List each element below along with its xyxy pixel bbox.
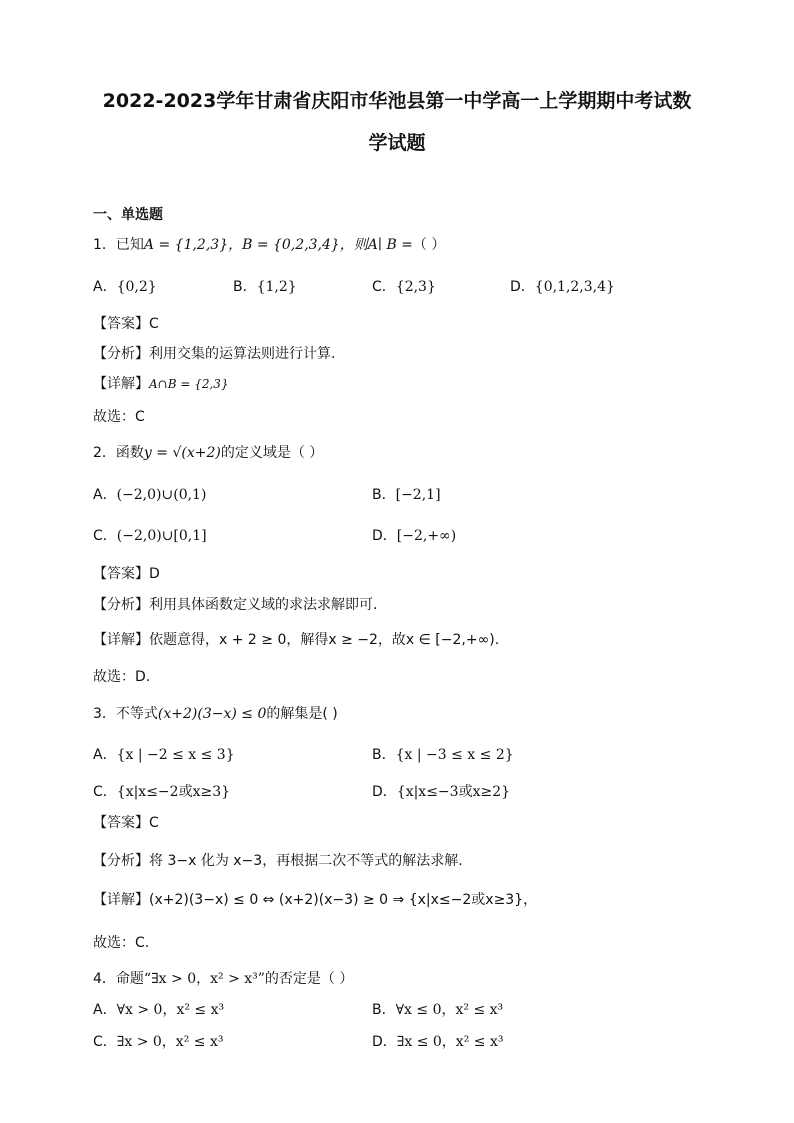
q2-option-a: A．(−2,0)∪(0,1) xyxy=(93,487,207,503)
page-title-line2: 学试题 xyxy=(368,132,426,154)
q2-option-b: B．[−2,1] xyxy=(372,487,441,503)
q2-option-d: D．[−2,+∞) xyxy=(372,528,457,544)
q3-answer: 【答案】C xyxy=(93,815,159,831)
q4-option-a: A．∀x > 0，x² ≤ x³ xyxy=(93,1002,225,1018)
q2-option-c: C．(−2,0)∪[0,1] xyxy=(93,528,207,544)
q4-option-c: C．∃x > 0，x² ≤ x³ xyxy=(93,1034,224,1050)
q3-option-d: D．{x|x≤−3或x≥2} xyxy=(372,784,511,800)
q2-analysis: 【分析】利用具体函数定义域的求法求解即可. xyxy=(93,597,378,613)
q1-option-c: C．{2,3} xyxy=(372,279,436,295)
q3-stem: 3．不等式(x+2)(3−x) ≤ 0的解集是( ) xyxy=(93,706,338,722)
q1-stem-suffix: （ ） xyxy=(412,237,446,253)
q3-stem-math: (x+2)(3−x) ≤ 0 xyxy=(157,706,267,722)
q1-stem xyxy=(93,234,445,254)
q4-option-d: D．∃x ≤ 0，x² ≤ x³ xyxy=(372,1034,504,1050)
q4-stem: 4．命题“∃x > 0，x² > x³”的否定是（ ） xyxy=(93,971,354,987)
q1-analysis: 【分析】利用交集的运算法则进行计算. xyxy=(93,346,336,362)
q2-answer: 【答案】D xyxy=(93,566,160,582)
q4-stem-math: “∃x > 0，x² > x³” xyxy=(143,971,265,987)
q1-option-a: A．{0,2} xyxy=(93,279,157,295)
q1-option-d: D．{0,1,2,3,4} xyxy=(510,279,615,295)
q2-stem-math: y = √(x+2) xyxy=(143,445,221,461)
q1-answer: 【答案】C xyxy=(93,316,159,332)
section-heading: 一、单选题 xyxy=(93,207,163,223)
q1-detail: 【详解】A∩B = {2,3} xyxy=(93,376,229,392)
q3-conclusion: 故选：C. xyxy=(93,935,150,951)
q1-stem-prefix: 1．已知 xyxy=(93,237,144,253)
q4-option-b: B．∀x ≤ 0，x² ≤ x³ xyxy=(372,1002,504,1018)
q3-detail: 【详解】(x+2)(3−x) ≤ 0 ⇔ (x+2)(x−3) ≥ 0 ⇒ {x|x≤−2或x≥3}， xyxy=(93,892,538,908)
q2-detail: 【详解】依题意得，x + 2 ≥ 0，解得x ≥ −2，故x ∈ [−2,+∞). xyxy=(93,632,500,648)
q1-stem-math: A = {1,2,3}，B = {0,2,3,4}，则A∣ B = xyxy=(143,237,413,253)
q1-conclusion: 故选：C xyxy=(93,409,145,425)
page-title-line1: 2022-2023学年甘肃省庆阳市华池县第一中学高一上学期期中考试数 xyxy=(102,90,692,112)
q2-conclusion: 故选：D. xyxy=(93,669,151,685)
q2-stem: 2．函数y = √(x+2)的定义域是（ ） xyxy=(93,445,324,461)
q3-analysis: 【分析】将 3−x 化为 x−3，再根据二次不等式的解法求解. xyxy=(93,853,463,869)
q3-option-b: B．{x | −3 ≤ x ≤ 2} xyxy=(372,747,514,763)
q3-option-c: C．{x|x≤−2或x≥3} xyxy=(93,784,231,800)
q3-option-a: A．{x | −2 ≤ x ≤ 3} xyxy=(93,747,235,763)
q1-option-b: B．{1,2} xyxy=(233,279,297,295)
